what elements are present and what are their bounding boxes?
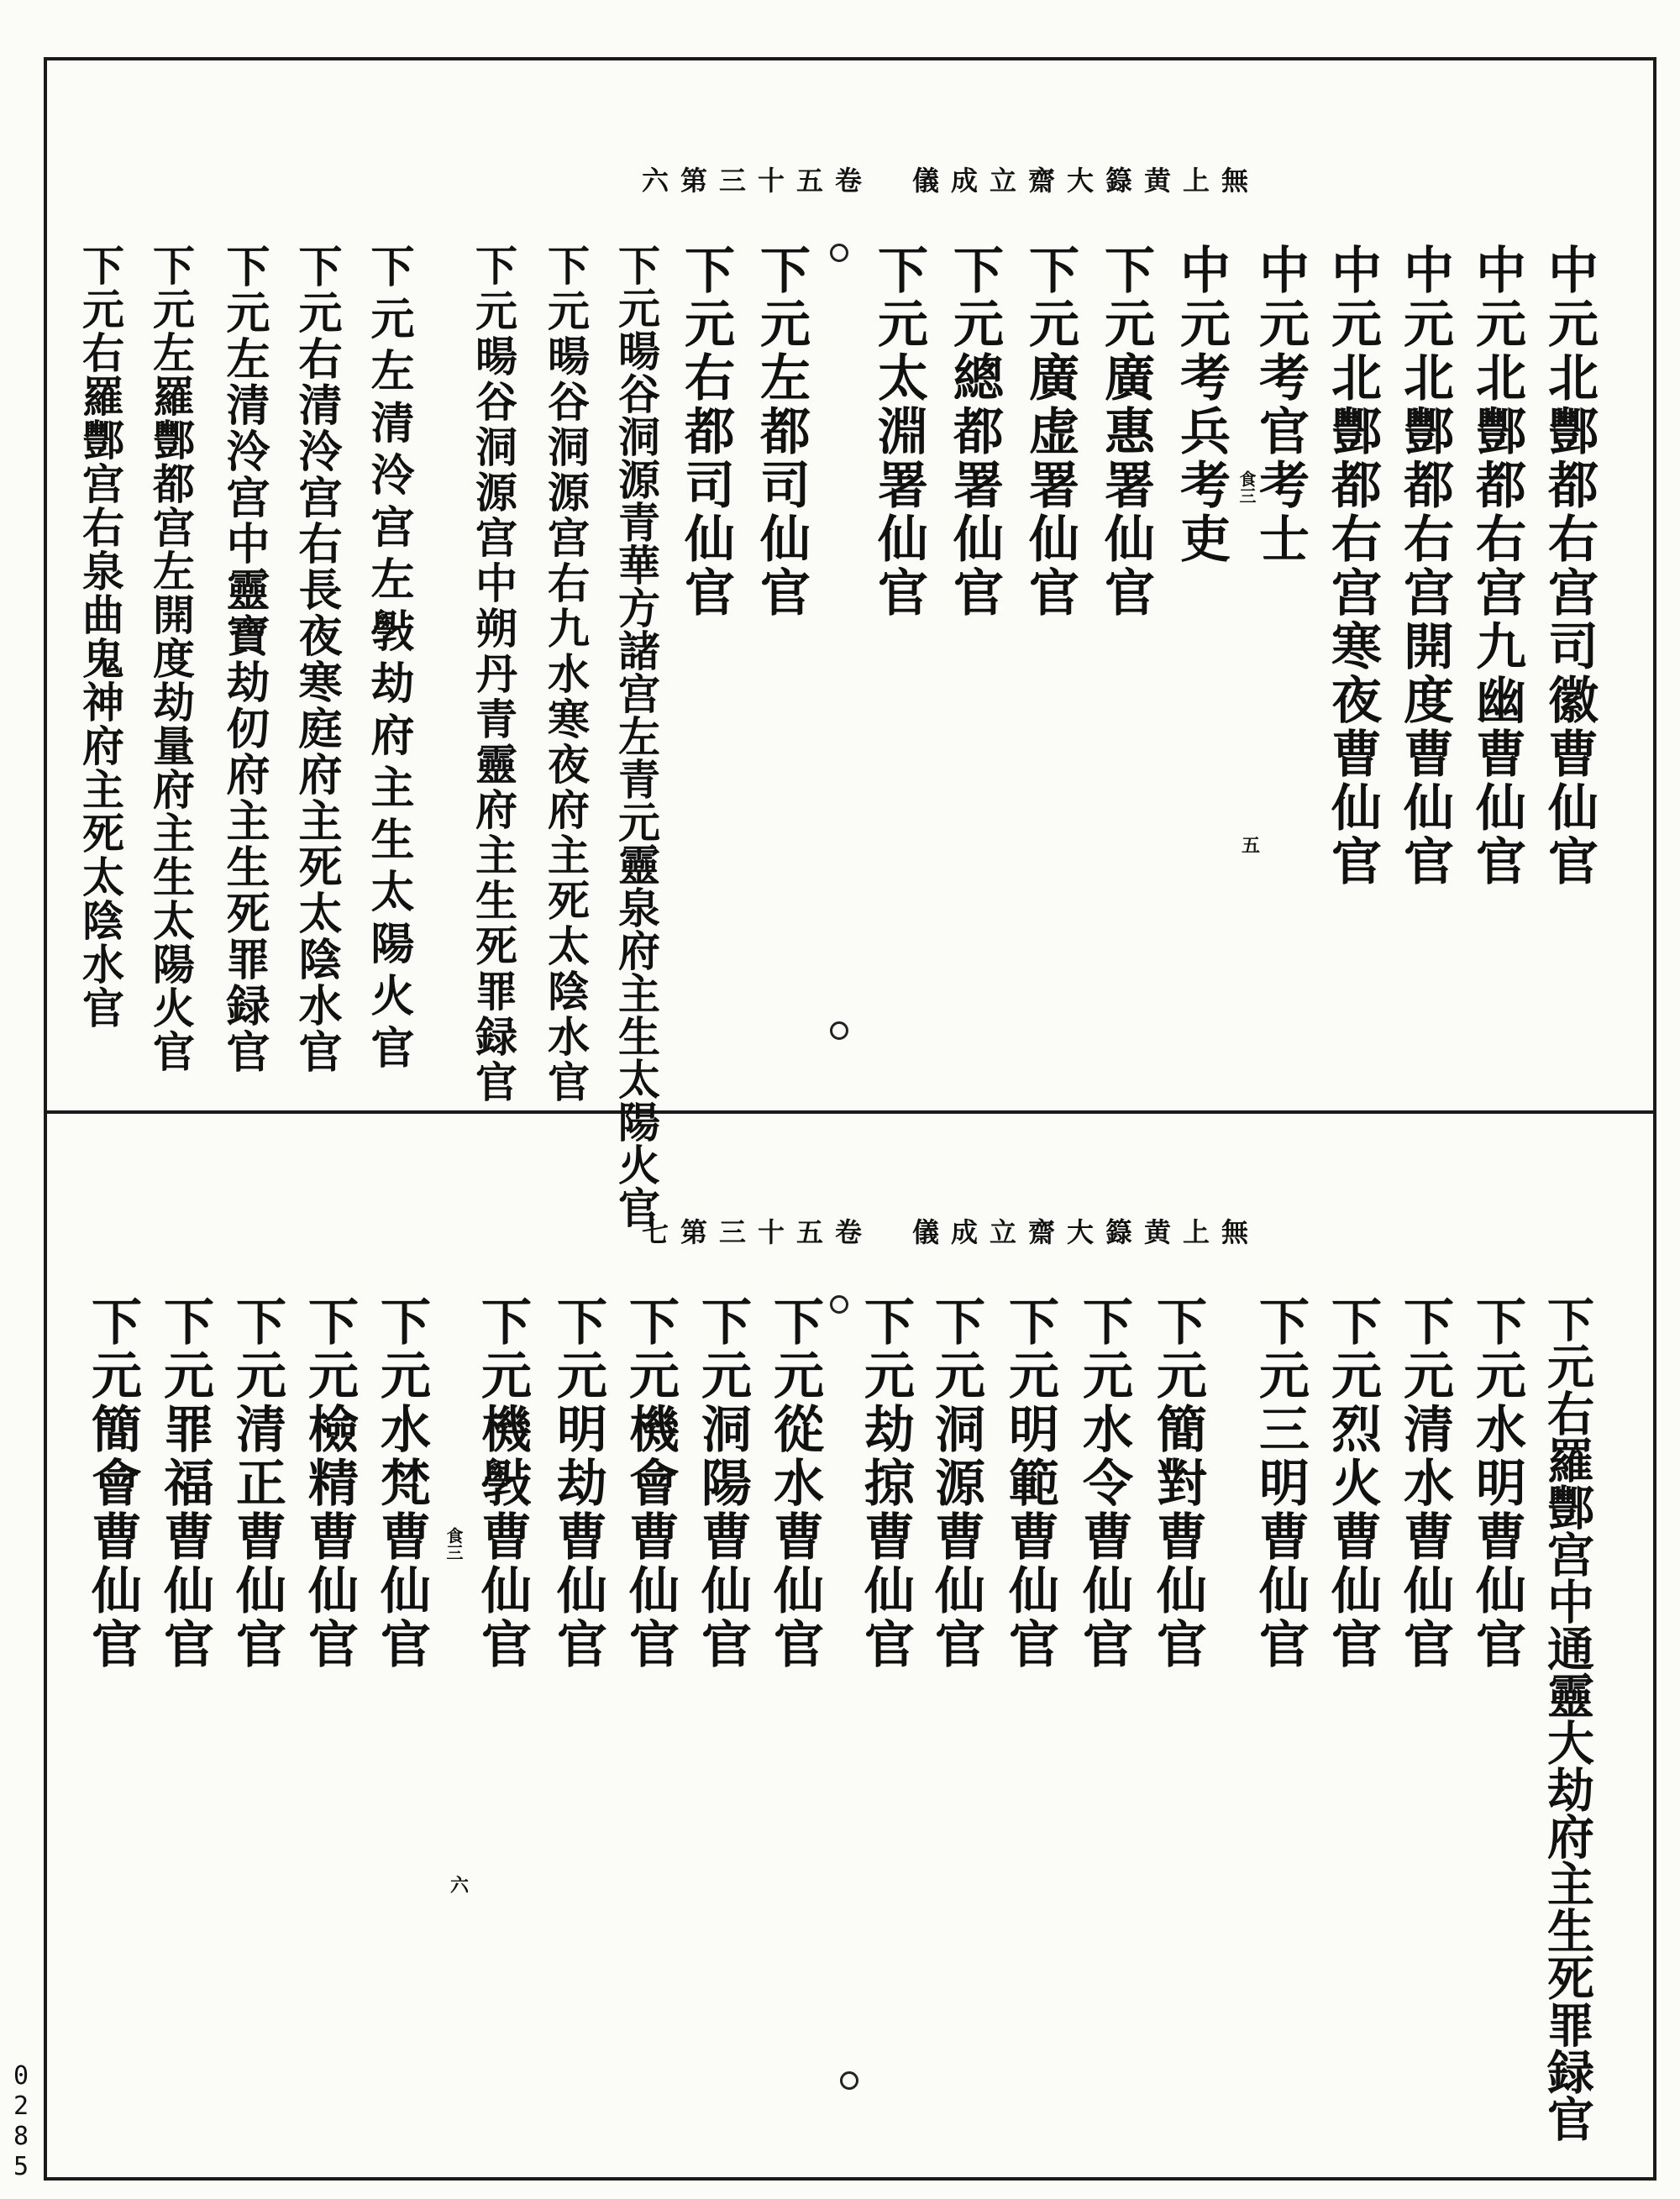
bottom-column-20: 下元簡會曹仙官 — [83, 1295, 142, 1672]
bottom-circle-upper — [830, 1295, 848, 1314]
top-column-10: 下元太淵署仙官 — [869, 244, 928, 620]
bottom-column-10: 下元劫掠曹仙官 — [856, 1295, 915, 1672]
top-page-mark: 五 — [1242, 835, 1261, 857]
top-column-1: 中元北酆都右宫司徽曹仙官 — [1540, 244, 1599, 889]
top-circle-lower — [830, 1021, 848, 1040]
top-column-7: 下元廣惠署仙官 — [1096, 244, 1155, 620]
top-column-4: 中元北酆都右宫寒夜曹仙官 — [1323, 244, 1382, 889]
bottom-page-header: 七第三十五卷 儀成立齋大籙黄上無 — [641, 1216, 1260, 1248]
bottom-column-15: 下元機斅曹仙官 — [473, 1295, 532, 1672]
top-column-8: 下元廣虚署仙官 — [1021, 244, 1079, 620]
bottom-column-9: 下元洞源曹仙官 — [927, 1295, 985, 1672]
bottom-column-7: 下元水令曹仙官 — [1074, 1295, 1133, 1672]
top-column-12: 下元右都司仙官 — [676, 244, 735, 620]
top-column-14: 下元暘谷洞源宫右九水寒夜府主死太陰水官 — [541, 244, 591, 1105]
bottom-column-4: 下元烈火曹仙官 — [1323, 1295, 1382, 1672]
bottom-column-13: 下元機會曹仙官 — [621, 1295, 680, 1672]
top-column-16: 下元左清泠宫左斅劫府主生太陽火官 — [363, 244, 414, 1077]
bottom-column-1: 下元右羅酆宫中通靈大劫府主生死罪録官 — [1540, 1295, 1595, 2142]
bottom-column-18: 下元清正曹仙官 — [228, 1295, 286, 1672]
bottom-column-2: 下元水明曹仙官 — [1467, 1295, 1526, 1672]
bottom-column-16: 下元水梵曹仙官 — [372, 1295, 431, 1672]
top-column-18: 下元左清泠宫中靈寶劫仞府主生死罪録官 — [218, 244, 270, 1075]
bottom-circle-lower — [840, 2071, 858, 2090]
top-column-17: 下元右清泠宫右長夜寒庭府主死太陰水官 — [291, 244, 342, 1075]
bottom-column-14: 下元明劫曹仙官 — [549, 1295, 607, 1672]
bottom-column-3: 下元清水曹仙官 — [1395, 1295, 1454, 1672]
margin-page-number-text: 0285 — [13, 2061, 29, 2181]
bottom-column-12: 下元洞陽曹仙官 — [693, 1295, 752, 1672]
bottom-column-11: 下元從水曹仙官 — [765, 1295, 824, 1672]
top-column-3: 中元北酆都右宫開度曹仙官 — [1395, 244, 1454, 889]
bottom-page-mark: 六 — [450, 1875, 470, 1897]
top-page-header: 六第三十五卷 儀成立齋大籙黄上無 — [641, 165, 1260, 197]
top-column-15: 下元暘谷洞源宫中朔丹青靈府主生死罪録官 — [469, 244, 518, 1105]
bottom-column-6: 下元簡對曹仙官 — [1148, 1295, 1207, 1672]
bottom-small-note: 食三 — [444, 1527, 464, 1561]
top-column-6: 中元考兵考吏 — [1172, 244, 1231, 566]
top-circle-upper — [830, 244, 848, 262]
top-column-20: 下元右羅酆宫右泉曲鬼神府主死太陰水官 — [76, 244, 125, 1030]
top-column-13: 下元暘谷洞源青華方諸宫左青元靈泉府主生太陽火官 — [612, 244, 661, 1229]
top-column-19: 下元左羅酆都宫左開度劫量府主生太陽火官 — [146, 244, 196, 1073]
margin-page-number — [7, 2061, 35, 2182]
top-column-2: 中元北酆都右宫九幽曹仙官 — [1467, 244, 1526, 889]
bottom-column-17: 下元檢精曹仙官 — [300, 1295, 359, 1672]
panel-divider — [44, 1110, 1656, 1114]
top-column-5: 中元考官考士 — [1251, 244, 1310, 566]
top-column-9: 下元總都署仙官 — [945, 244, 1004, 620]
top-column-11: 下元左都司仙官 — [752, 244, 811, 620]
top-small-note: 食三 — [1236, 470, 1257, 504]
bottom-column-5: 下元三明曹仙官 — [1251, 1295, 1310, 1672]
bottom-column-19: 下元罪福曹仙官 — [155, 1295, 214, 1672]
bottom-column-8: 下元明範曹仙官 — [1000, 1295, 1059, 1672]
